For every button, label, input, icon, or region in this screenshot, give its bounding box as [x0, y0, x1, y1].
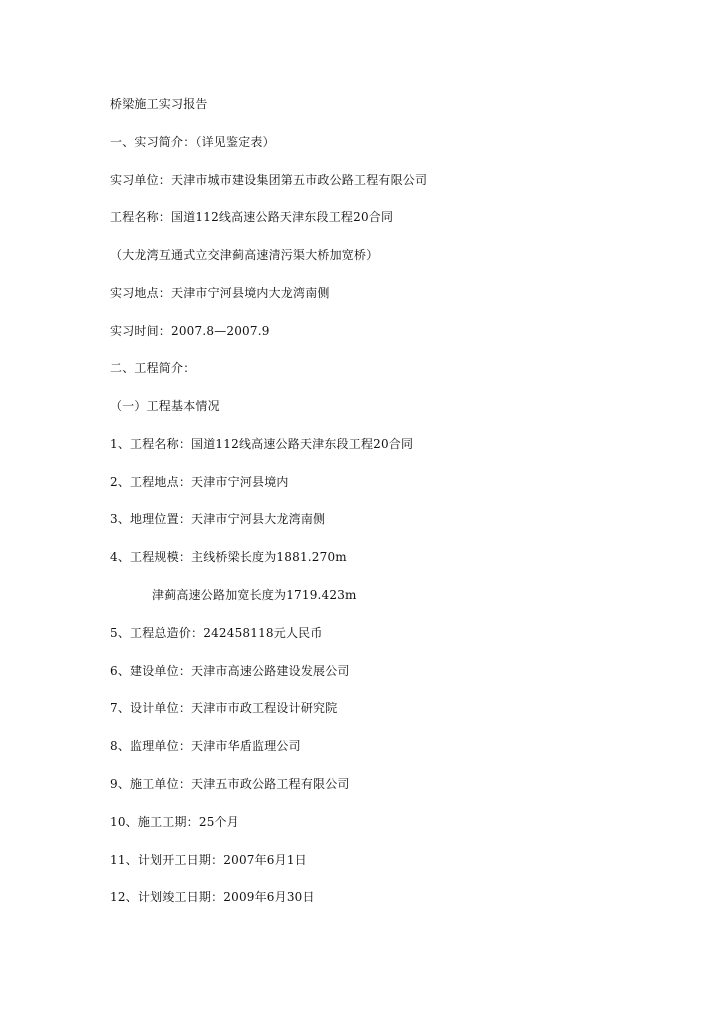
- internship-unit: 实习单位：天津市城市建设集团第五市政公路工程有限公司: [110, 173, 428, 187]
- list-item: 9、施工单位：天津五市政公路工程有限公司: [110, 777, 350, 791]
- internship-time: 实习时间：2007.8—2007.9: [110, 324, 270, 338]
- internship-location: 实习地点：天津市宁河县境内大龙湾南侧: [110, 286, 330, 300]
- list-item: 7、设计单位：天津市市政工程设计研究院: [110, 701, 338, 715]
- list-item: 6、建设单位：天津市高速公路建设发展公司: [110, 664, 350, 678]
- list-item-continuation: 津蓟高速公路加宽长度为1719.423m: [152, 588, 357, 602]
- section1-heading: 一、实习简介：（详见鉴定表）: [110, 135, 275, 149]
- list-item: 4、工程规模：主线桥梁长度为1881.270m: [110, 550, 347, 564]
- list-item: 5、工程总造价：242458118元人民币: [110, 626, 323, 640]
- section2-subheading: （一）工程基本情况: [110, 399, 220, 413]
- section2-heading: 二、工程简介：: [110, 361, 196, 375]
- document-title: 桥梁施工实习报告: [110, 97, 208, 111]
- project-note: （大龙湾互通式立交津蓟高速清污渠大桥加宽桥）: [110, 248, 379, 262]
- list-item: 8、监理单位：天津市华盾监理公司: [110, 739, 301, 753]
- list-item: 11、计划开工日期：2007年6月1日: [110, 853, 307, 867]
- project-name: 工程名称：国道112线高速公路天津东段工程20合同: [110, 210, 394, 224]
- list-item: 12、计划竣工日期：2009年6月30日: [110, 890, 315, 904]
- list-item: 2、工程地点：天津市宁河县境内: [110, 475, 289, 489]
- list-item: 10、施工工期：25个月: [110, 815, 239, 829]
- list-item: 3、地理位置：天津市宁河县大龙湾南侧: [110, 512, 326, 526]
- list-item: 1、工程名称：国道112线高速公路天津东段工程20合同: [110, 437, 414, 451]
